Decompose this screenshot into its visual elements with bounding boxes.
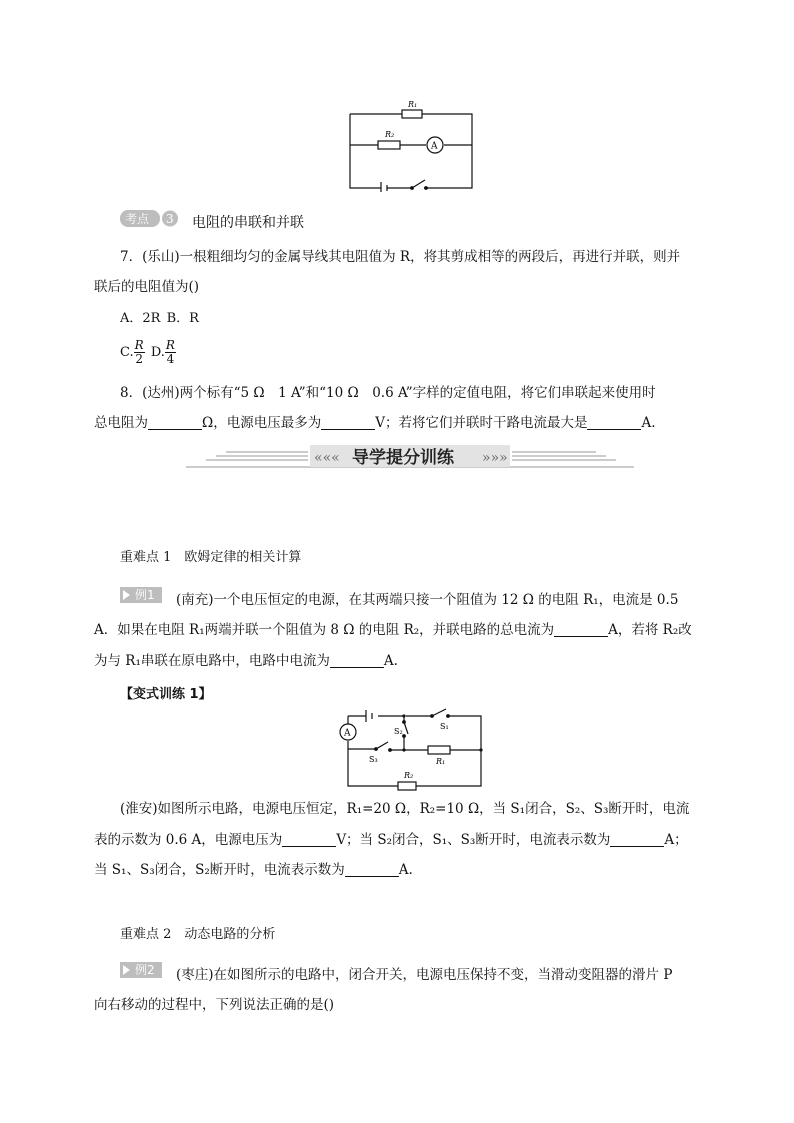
huaian-blank-3 [345,862,399,877]
huaian-line2 [94,831,688,849]
q8-text-c: V；若将它们并联时干路电流最大是 [375,415,588,431]
q7-option-c-prefix: C. [120,345,134,360]
example1-line2 [94,621,692,639]
play-icon [123,590,130,600]
circuit-diagram-2 [336,704,486,792]
example2-line2: 向右移动的过程中，下列说法正确的是() [94,997,335,1013]
key-point-1-title: 重难点 1 欧姆定律的相关计算 [120,550,302,565]
circuit-diagram-1 [340,100,480,192]
banner-right-arrows: »»» [482,450,508,466]
circuit2-r1-label: R₁ [436,757,446,766]
banner-left-arrows: ««« [314,450,340,466]
section-banner [186,443,634,473]
q8-blank-3 [587,415,641,430]
kaodian-badge [120,207,180,229]
circuit1-r2-label: R₂ [385,130,395,139]
q7-option-c-fraction [134,339,145,366]
huaian-text-2b: V；当 S₂闭合，S₁、S₃断开时，电流表示数为 [336,832,611,848]
q7-option-b: B．R [166,311,199,326]
example1-line1 [120,587,678,609]
example2-badge-label: 例2 [135,963,155,977]
huaian-blank-1 [282,832,336,847]
q8-blank-2 [321,415,375,430]
huaian-line3 [94,861,413,879]
variant-training-1-title: 【变式训练 1】 [120,687,212,702]
huaian-text-3b: A. [398,862,413,878]
q7-option-d-fraction [165,339,176,366]
q7-option-d-prefix: D. [150,345,165,360]
q7-option-d-den: 4 [166,352,175,366]
q8-blank-1 [148,415,202,430]
circuit2-ammeter-label: A [344,728,351,739]
q7-line1: 7．(乐山)一根粗细均匀的金属导线其电阻值为 R，将其剪成相等的两段后，再进行并联，则并 [120,249,681,265]
example1-badge [120,587,162,603]
kaodian-badge-label: 考点 [125,212,150,226]
example1-badge-label: 例1 [135,588,155,602]
example1-text-3b: A. [383,653,398,669]
q8-line2 [94,414,656,432]
example2-badge [120,962,162,978]
circuit2-s2-label: S₂ [394,727,403,736]
q7-option-c-num: R [134,338,144,352]
q8-text-d: A. [641,415,656,431]
q7-line2: 联后的电阻值为() [94,279,200,295]
circuit2-r2-label: R₂ [404,771,414,780]
circuit1-ammeter-label: A [431,141,438,152]
kaodian-title: 电阻的串联和并联 [192,215,304,231]
example1-text-2b: A，若将 R₂改 [608,622,692,638]
huaian-blank-2 [610,832,664,847]
q8-line1: 8．(达州)两个标有“5 Ω 1 A”和“10 Ω 0.6 A”字样的定值电阻，将它们串联起来使用时 [120,385,656,401]
play-icon [123,965,130,975]
key-point-2-title: 重难点 2 动态电路的分析 [120,927,276,942]
huaian-line1: (淮安)如图所示电路，电源电压恒定，R₁=20 Ω，R₂=10 Ω，当 S₁闭合，S₂、S₃断开时，电流 [120,801,690,817]
circuit2-s3-label: S₃ [369,755,378,764]
example1-line3 [94,652,398,670]
example2-text-1: (枣庄)在如图所示的电路中，闭合开关，电源电压保持不变，当滑动变阻器的滑片 P [176,967,673,983]
huaian-text-2a: 表的示数为 0.6 A，电源电压为 [94,832,283,848]
example1-blank-2 [330,653,384,668]
huaian-text-3a: 当 S₁、S₃闭合，S₂断开时，电流表示数为 [94,862,345,878]
q7-options-cd [120,336,176,370]
example1-blank-1 [554,622,608,637]
huaian-text-2c: A； [664,832,688,848]
example1-text-1: (南充)一个电压恒定的电源，在其两端只接一个阻值为 12 Ω 的电阻 R₁，电流是 0.5 [176,592,679,608]
q7-option-a: A．2R [120,311,161,326]
q8-text-b: Ω，电源电压最多为 [202,415,322,431]
kaodian-badge-number: 3 [166,212,174,226]
circuit2-s1-label: S₁ [440,722,449,731]
example1-text-2a: A．如果在电阻 R₁两端并联一个阻值为 8 Ω 的电阻 R₂，并联电路的总电流为 [94,622,555,638]
q7-options-ab [120,310,199,328]
q7-option-c-den: 2 [135,352,143,366]
q7-option-d-num: R [165,338,175,352]
q8-text-a: 总电阻为 [94,415,148,431]
circuit1-r1-label: R₁ [408,100,418,109]
example2-line1 [120,962,672,984]
banner-title: 导学提分训练 [352,448,454,468]
example1-text-3a: 为与 R₁串联在原电路中，电路中电流为 [94,653,330,669]
